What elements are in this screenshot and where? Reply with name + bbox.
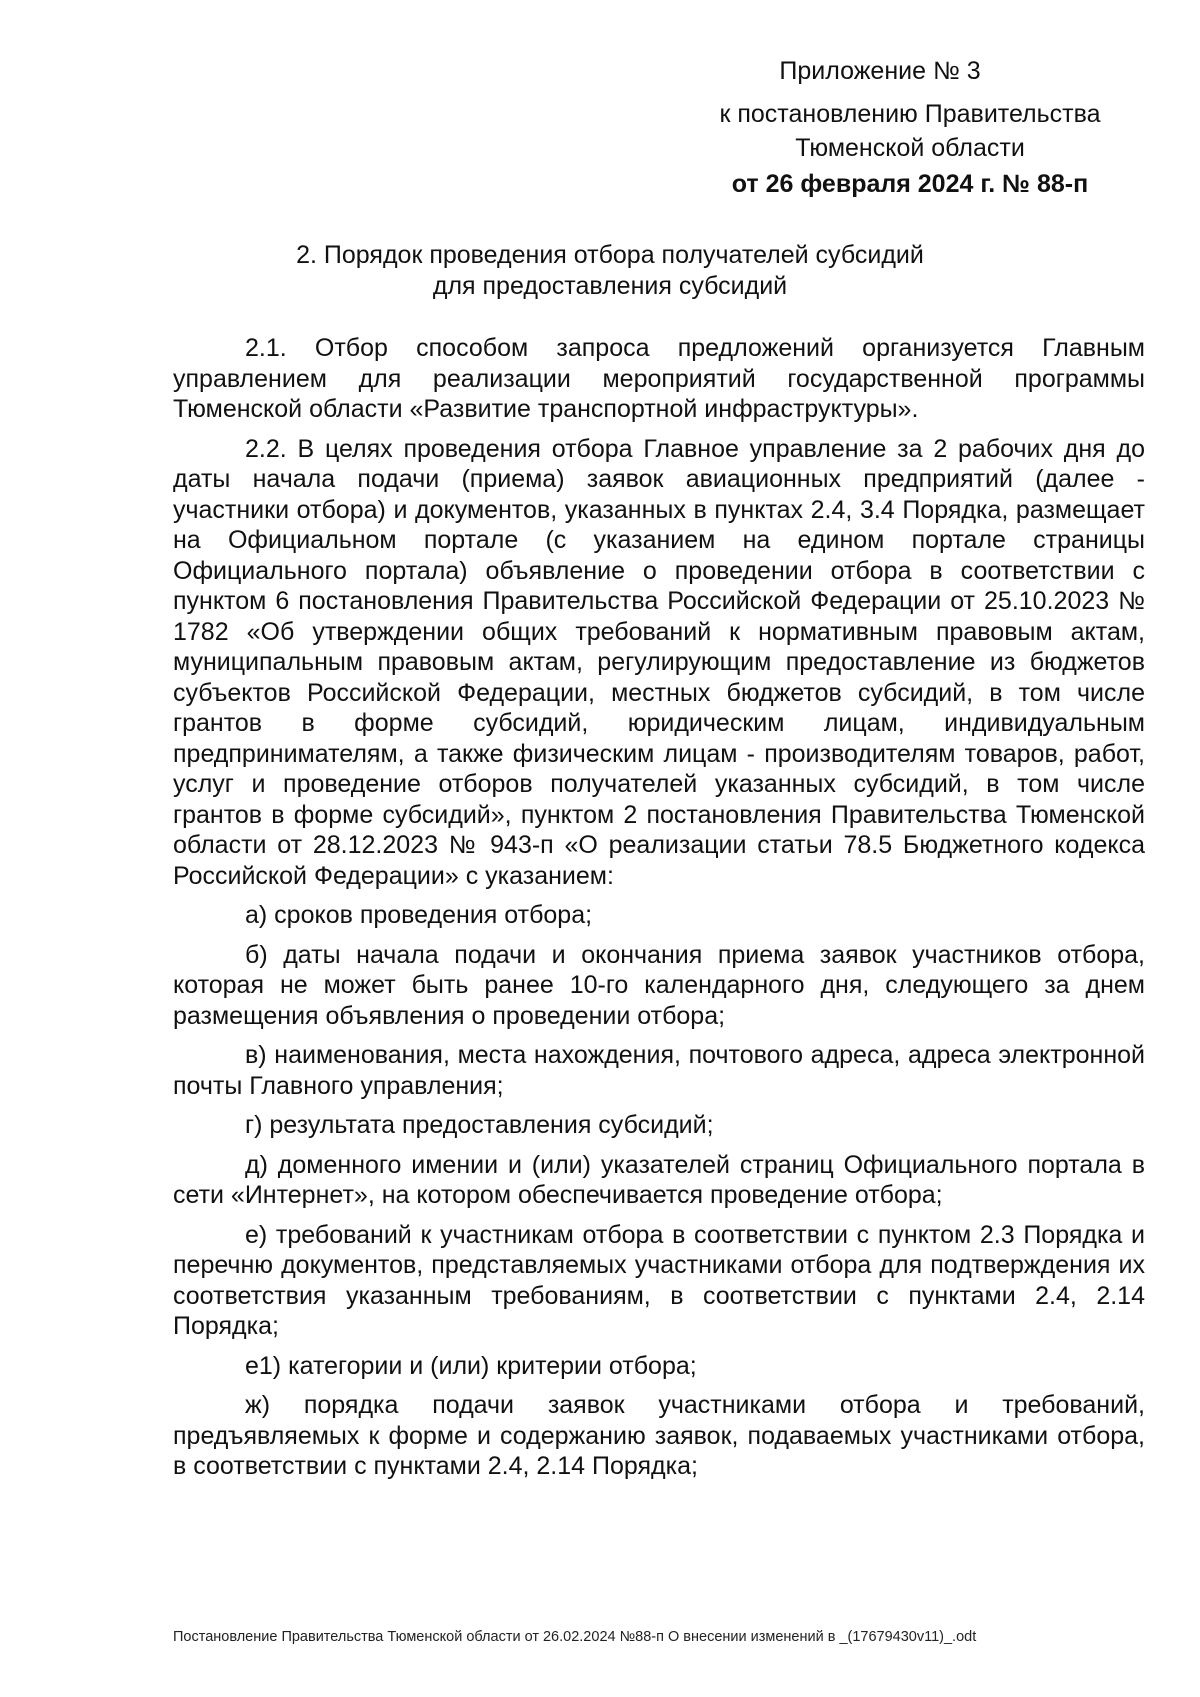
- item-b: б) даты начала подачи и окончания приема заявок участников отбора, которая не может быть ранее 10-го календарного дня, следующего за днем размещения объявления о проведении отбора;: [173, 940, 1145, 1030]
- item-e1: е1) категории и (или) критерии отбора;: [245, 1351, 697, 1380]
- item-d: д) доменного имении и (или) указателей страниц Официального портала в сети «Интернет», на котором обеспечивается проведение отбора;: [173, 1150, 1145, 1209]
- footer-filename: Постановление Правительства Тюменской области от 26.02.2024 №88-п О внесении изменений в _(17679430v11)_.odt: [173, 1629, 977, 1645]
- item-v: в) наименования, места нахождения, почтового адреса, адреса электронной почты Главного управления;: [173, 1041, 1145, 1100]
- decree-line-1: к постановлению Правительства: [719, 100, 1101, 128]
- section-title: [230, 240, 990, 302]
- document-body: [173, 333, 1145, 1491]
- decree-reference: [680, 97, 1140, 165]
- section-title-line-2: для предоставления субсидий: [432, 272, 788, 300]
- item-zh: ж) порядка подачи заявок участниками отбора и требований, предъявляемых к форме и содержанию заявок, подаваемых участниками отбора, в соответствии с пунктами 2.4, 2.14 Порядка;: [173, 1391, 1145, 1480]
- section-title-line-1: 2. Порядок проведения отбора получателей субсидий: [296, 241, 924, 269]
- decree-date: от 26 февраля 2024 г. № 88-п: [731, 170, 1089, 198]
- item-e: е) требований к участникам отбора в соответствии с пунктом 2.3 Порядка и перечню документов, представляемых участниками отбора для подтверждения их соответствия указанным требованиям, в соответствии с пунктами 2.4, 2.14 Порядка;: [173, 1220, 1145, 1340]
- item-a: а) сроков проведения отбора;: [245, 901, 593, 929]
- appendix-number: Приложение № 3: [779, 57, 981, 85]
- paragraph-2-1: 2.1. Отбор способом запроса предложений организуется Главным управлением для реализации мероприятий государственной программы Тюменской области «Развитие транспортной инфраструктуры».: [173, 334, 1145, 423]
- decree-line-2: Тюменской области: [795, 134, 1025, 162]
- item-g: г) результата предоставления субсидий;: [245, 1111, 714, 1139]
- paragraph-2-2: 2.2. В целях проведения отбора Главное управление за 2 рабочих дня до даты начала подачи (приема) заявок авиационных предприятий (далее - участники отбора) и документов, указанных в пунктах 2.4, 3.4 Порядка, размещает на Официальном портале (с указанием на едином портале страницы Официального портала) объявление о проведении отбора в соответствии с пунктом 6 постановления Правительства Российской Федерации от 25.10.2023 № 1782 «Об утверждении общих требований к нормативным правовым актам, муниципальным правовым актам, регулирующим предоставление из бюджетов субъектов Российской Федерации, местных бюджетов субсидий, в том числе грантов в форме субсидий, юридическим лицам, индивидуальным предпринимателям, а также физическим лицам - производителям товаров, работ, услуг и проведение отборов получателей указанных субсидий, в том числе грантов в форме субсидий», пунктом 2 постановления Правительства Тюменской области от 28.12.2023 № 943-п «О реализации статьи 78.5 Бюджетного кодекса Российской Федерации» с указанием:: [173, 434, 1145, 890]
